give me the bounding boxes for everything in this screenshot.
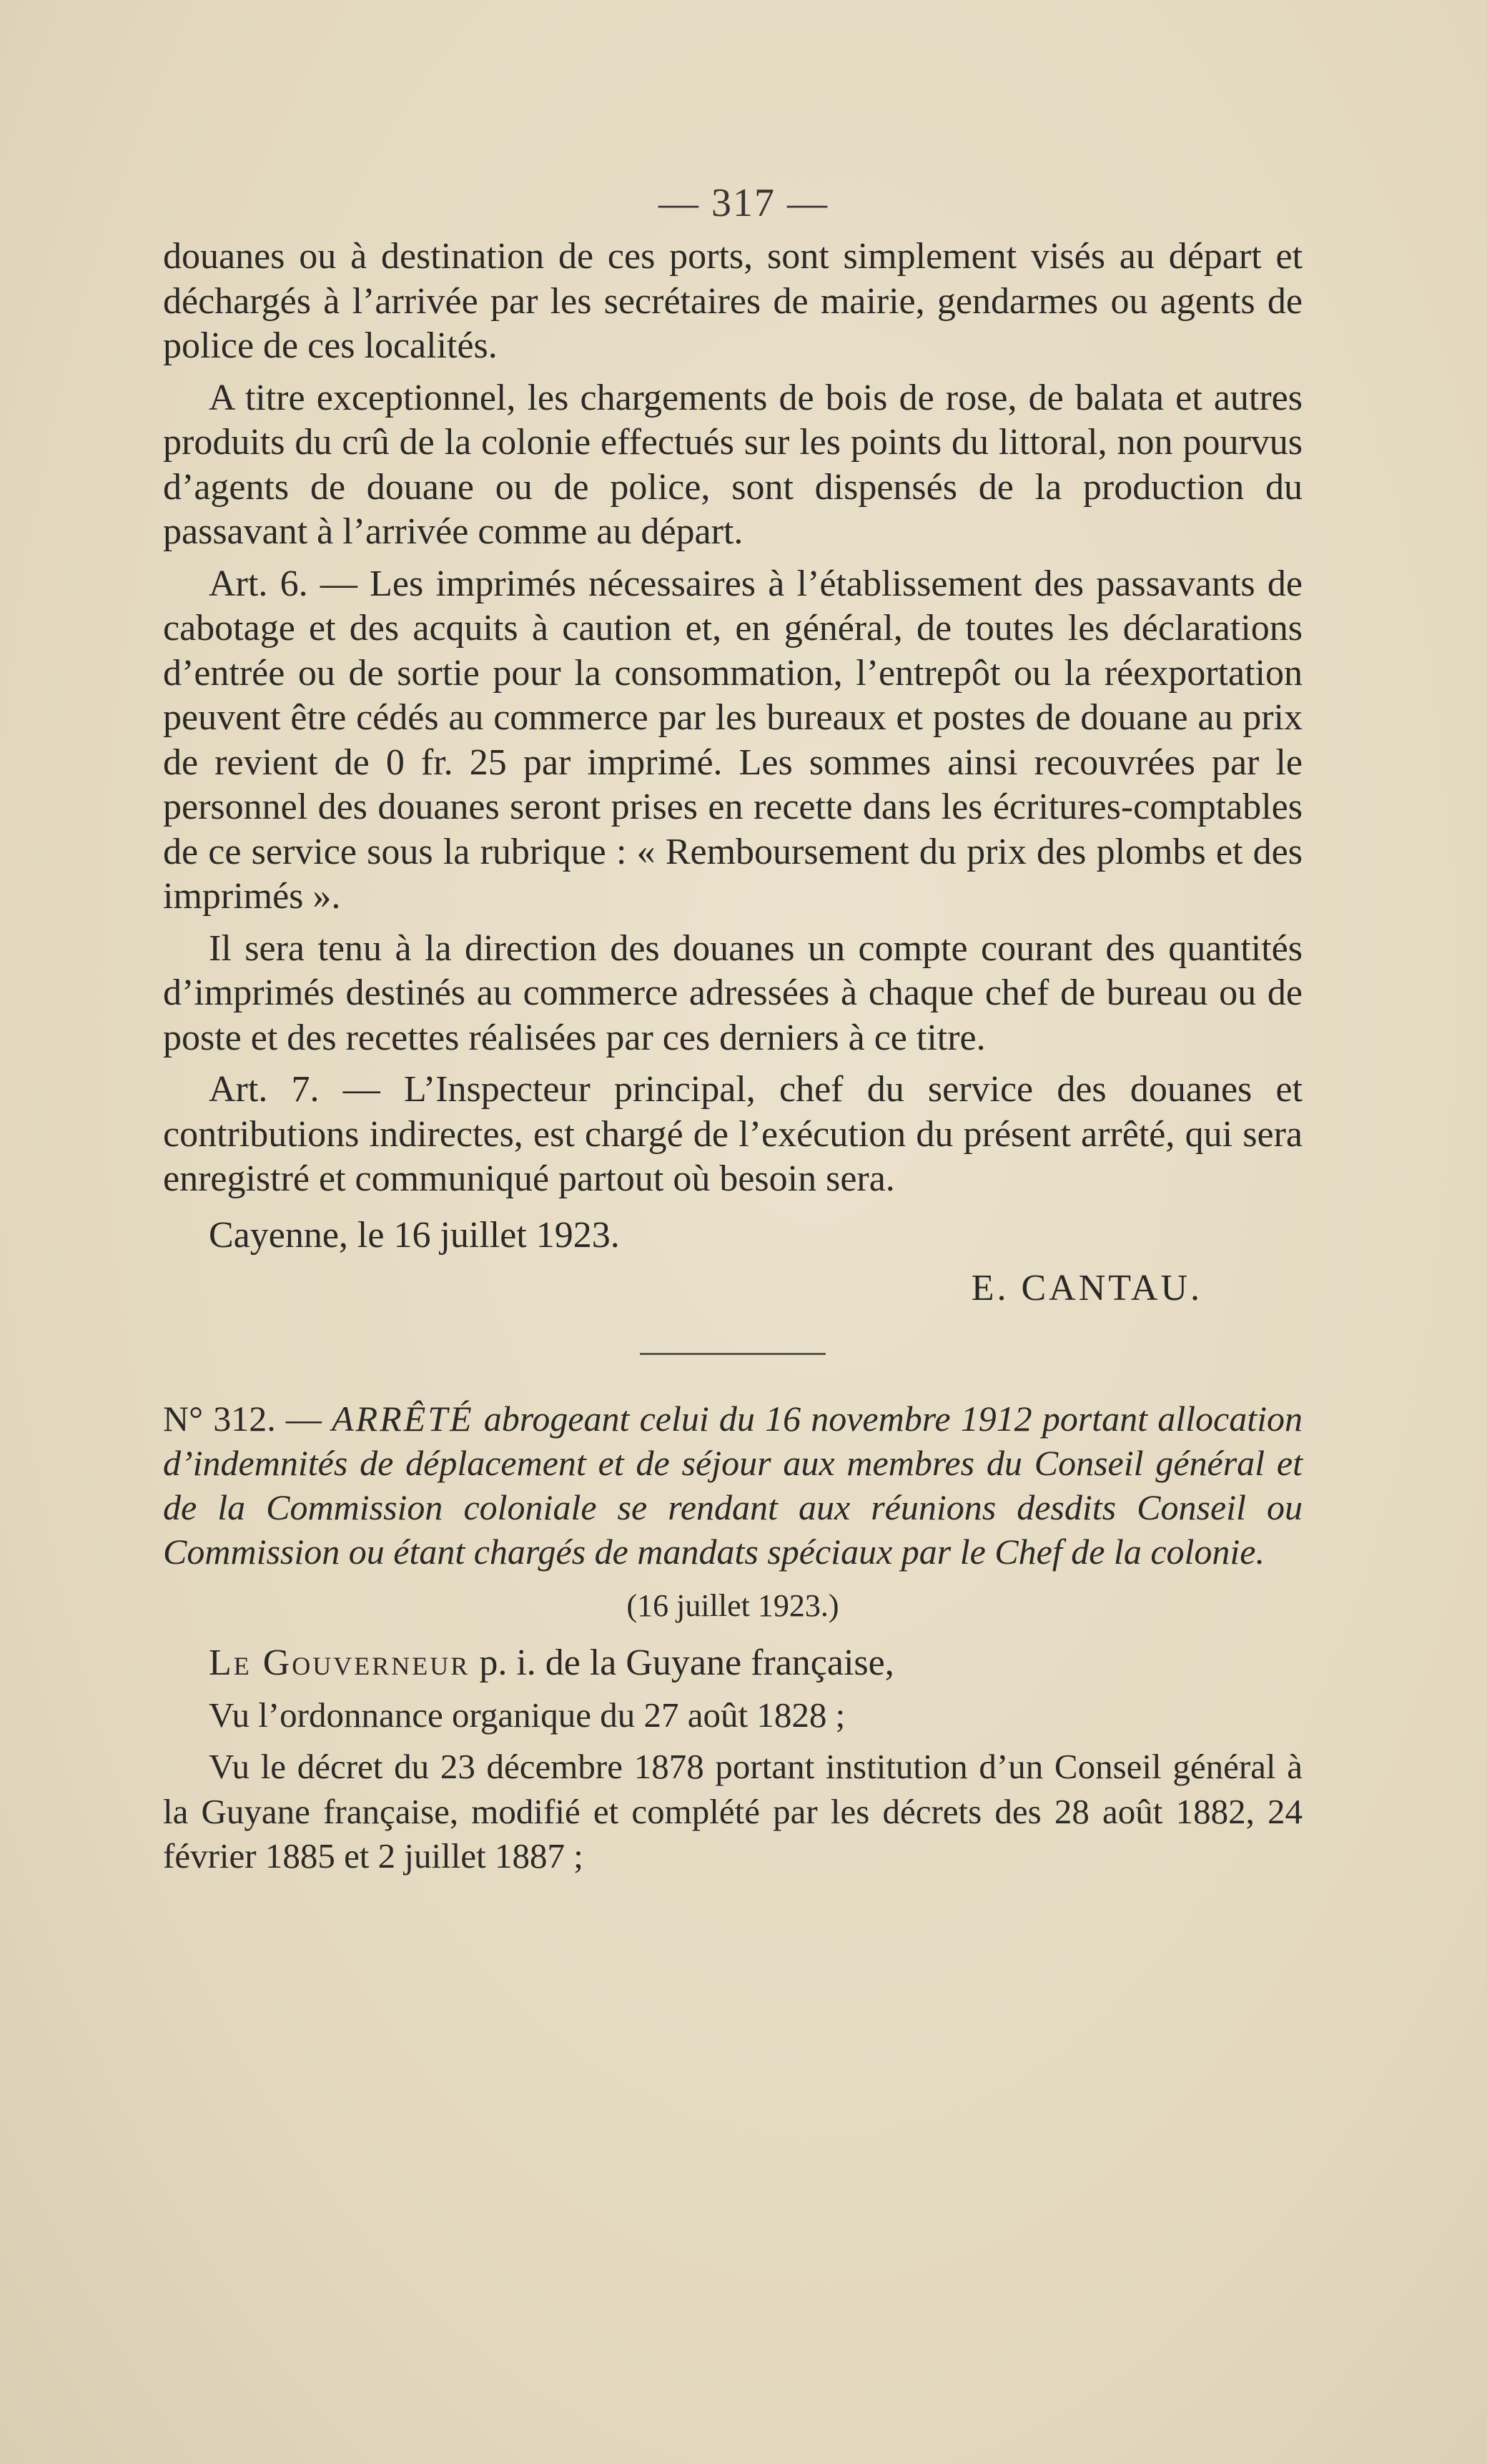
signature: E. CANTAU. [971, 1268, 1202, 1309]
governor-line [163, 1641, 1303, 1686]
governor-rest: p. i. de la Guyane française, [470, 1642, 894, 1683]
decree-title-word: ARRÊTÉ [332, 1398, 474, 1439]
decree-text: abrogeant celui du 16 novembre 1912 portant allocation d’indemnités de déplacement et de séjour aux membres du Conseil général et de la Commission coloniale se rendant aux réunions desdits Conseil ou Commission ou étant chargés de mandats spéciaux par le Chef de la colonie. [163, 1398, 1303, 1572]
document-body [163, 235, 1303, 1879]
governor-title: Le Gouverneur [209, 1642, 470, 1683]
visa-ordonnance: Vu l’ordonnance organique du 27 août 1828 ; [209, 1695, 846, 1735]
paragraph-article-7: Art. 7. — L’Inspecteur principal, chef du service des douanes et contributions indirectes, est chargé de l’exécution du présent arrêté, qui sera enregistré et communiqué partout où besoin sera. [163, 1069, 1303, 1199]
decree-date: (16 juillet 1923.) [626, 1587, 839, 1623]
paragraph-compte-courant: Il sera tenu à la direction des douanes un compte courant des quantités d’imprimés destinés au commerce adressées à chaque chef de bureau ou de poste et des recettes réalisées par ces derniers à ce titre. [163, 927, 1303, 1058]
page-number: — 317 — [658, 181, 829, 225]
paragraph-continuation: douanes ou à destination de ces ports, sont simplement visés au départ et déchargés à l’arrivée par les secrétaires de mairie, gendarmes ou agents de police de ces localités. [163, 236, 1303, 366]
decree-heading [163, 1396, 1303, 1574]
paragraph-exception: A titre exceptionnel, les chargements de bois de rose, de balata et autres produits du crû de la colonie effectués sur les points du littoral, non pourvus d’agents de douane ou de police, sont dispensés de la production du passavant à l’arrivée comme au départ. [163, 377, 1303, 552]
section-separator [640, 1353, 826, 1355]
decree-number: N° 312. [163, 1398, 276, 1439]
decree-dash: — [275, 1398, 332, 1439]
place-date: Cayenne, le 16 juillet 1923. [209, 1214, 620, 1256]
visa-decret: Vu le décret du 23 décembre 1878 portant institution d’un Conseil général à la Guyane française, modifié et complété par les décrets des 28 août 1882, 24 février 1885 et 2 juillet 1887 ; [163, 1747, 1303, 1876]
paragraph-article-6: Art. 6. — Les imprimés nécessaires à l’établissement des passavants de cabotage et des acquits à caution et, en général, de toutes les déclarations d’entrée ou de sortie pour la consommation, l’entrepôt ou la réexportation peuvent être cédés au commerce par les bureaux et postes de douane au prix de revient de 0 fr. 25 par imprimé. Les sommes ainsi recouvrées par le personnel des douanes seront prises en recette dans les écritures-comptables de ce service sous la rubrique : « Remboursement du prix des plombs et des imprimés ». [163, 563, 1303, 917]
